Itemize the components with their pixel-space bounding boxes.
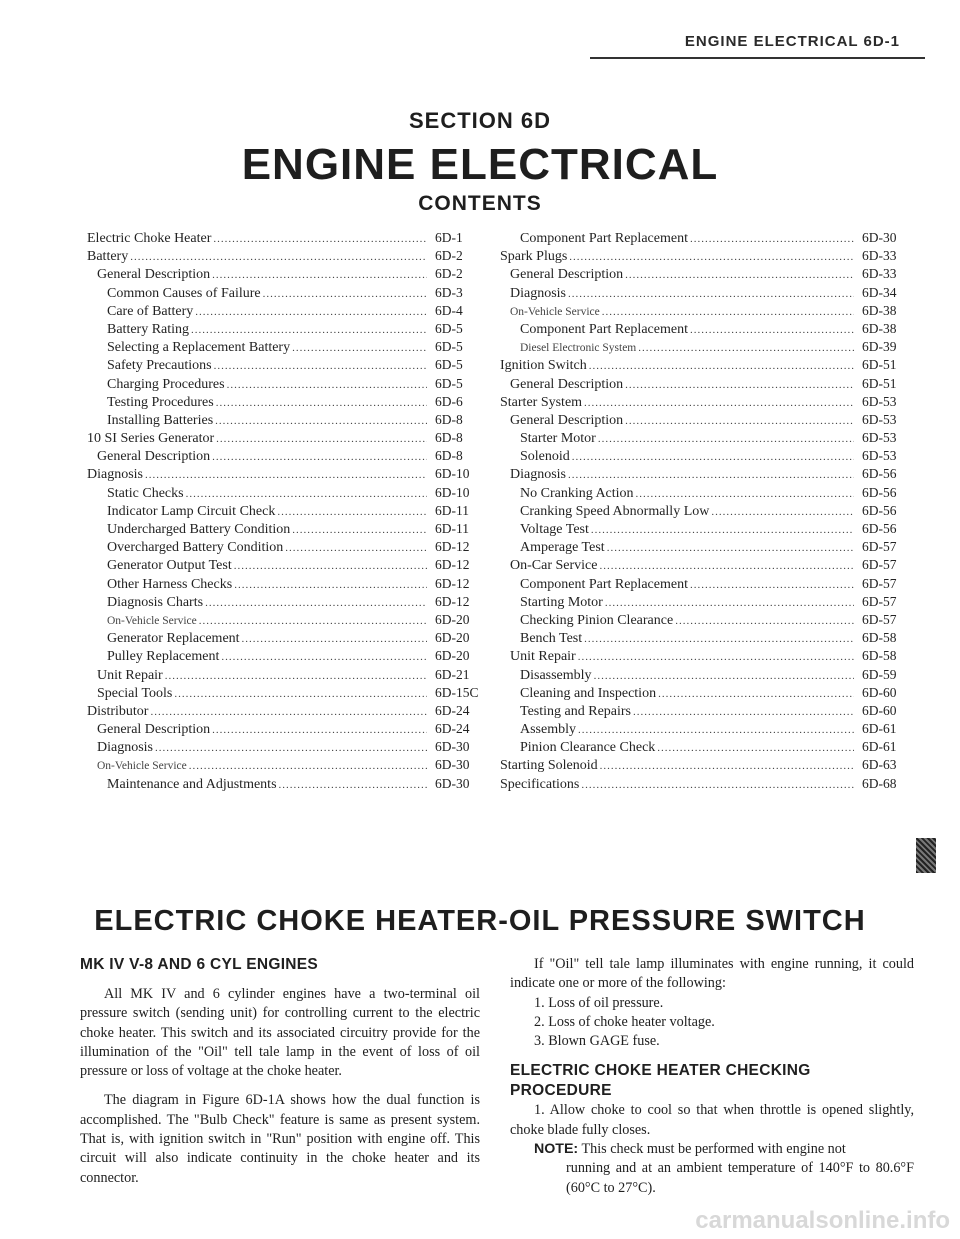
toc-entry-page: 6D-20	[435, 630, 470, 646]
toc-entry-label: Common Causes of Failure	[107, 285, 261, 301]
toc-entry	[500, 302, 914, 320]
toc-entry	[87, 575, 487, 593]
toc-entry	[500, 611, 914, 629]
toc-leader-dots	[212, 721, 427, 739]
toc-entry	[500, 484, 914, 502]
subheading-procedure: ELECTRIC CHOKE HEATER CHECKING PROCEDURE	[510, 1062, 811, 1100]
toc-leader-dots	[174, 685, 427, 703]
toc-entry	[87, 356, 487, 374]
list-item: 2. Loss of choke heater voltage.	[534, 1013, 715, 1030]
paragraph: If "Oil" tell tale lamp illuminates with engine running, it could indicate one or more of the following:	[510, 956, 914, 992]
toc-entry-label: Checking Pinion Clearance	[520, 612, 674, 628]
toc-entry	[87, 465, 487, 483]
toc-entry-page: 6D-57	[862, 557, 897, 573]
toc-leader-dots	[215, 412, 427, 430]
toc-entry-page: 6D-5	[435, 339, 463, 355]
toc-leader-dots	[625, 376, 854, 394]
toc-leader-dots	[584, 630, 854, 648]
toc-left-column	[87, 229, 487, 793]
toc-entry	[87, 756, 487, 774]
toc-leader-dots	[605, 594, 854, 612]
paragraph: All MK IV and 6 cylinder engines have a two-terminal oil pressure switch (sending unit) for controlling current to the electric choke heater. This switch and its associated circuitry provide for the illumination of the "Oil" tell tale lamp in the event of loss of oil pressure or loss of voltage at the choke heater.	[80, 986, 480, 1080]
toc-leader-dots	[602, 303, 854, 321]
toc-entry	[500, 720, 914, 738]
toc-entry-label: Selecting a Replacement Battery	[107, 340, 291, 356]
toc-entry-page: 6D-56	[862, 466, 897, 482]
procedure-step: 1. Allow choke to cool so that when throttle is opened slightly, choke blade fully closes.	[510, 1102, 914, 1138]
toc-entry-page: 6D-8	[435, 430, 463, 446]
toc-entry-page: 6D-30	[435, 775, 470, 791]
toc-entry	[500, 247, 914, 265]
toc-entry-page: 6D-56	[862, 502, 897, 518]
note-label: NOTE:	[534, 1141, 579, 1158]
toc-entry-label: Starting Motor	[520, 594, 603, 610]
toc-entry-page: 6D-61	[862, 721, 897, 737]
toc-entry-page: 6D-56	[862, 484, 897, 500]
toc-entry-label: 10 SI Series Generator	[87, 431, 215, 447]
toc-leader-dots	[186, 485, 427, 503]
toc-entry	[500, 520, 914, 538]
toc-entry-page: 6D-58	[862, 630, 897, 646]
contents-label: CONTENTS	[418, 192, 542, 215]
toc-entry-label: Overcharged Battery Condition	[107, 540, 284, 556]
toc-entry	[87, 593, 487, 611]
toc-leader-dots	[581, 776, 854, 794]
toc-entry-page: 6D-60	[862, 684, 897, 700]
note-text: This check must be performed with engine not	[581, 1141, 846, 1158]
toc-leader-dots	[130, 248, 427, 266]
toc-entry-label: Pinion Clearance Check	[520, 740, 656, 756]
toc-entry-page: 6D-57	[862, 593, 897, 609]
toc-entry-page: 6D-33	[862, 248, 897, 264]
toc-entry-label: Component Part Replacement	[520, 576, 688, 592]
toc-entry-label: Starter System	[500, 394, 583, 410]
toc-entry-label: Battery	[87, 249, 129, 265]
toc-leader-dots	[205, 594, 427, 612]
toc-leader-dots	[625, 412, 854, 430]
toc-entry-label: On-Vehicle Service	[510, 305, 600, 318]
toc-entry-label: Solenoid	[520, 449, 570, 465]
toc-entry-page: 6D-38	[862, 302, 897, 318]
toc-entry-page: 6D-68	[862, 775, 897, 791]
toc-entry-page: 6D-5	[435, 375, 463, 391]
toc-entry	[87, 484, 487, 502]
toc-entry-page: 6D-57	[862, 611, 897, 627]
toc-leader-dots	[568, 285, 854, 303]
toc-entry-label: Spark Plugs	[500, 249, 568, 265]
toc-leader-dots	[690, 576, 854, 594]
toc-entry-label: Cleaning and Inspection	[520, 685, 657, 701]
toc-entry	[87, 647, 487, 665]
toc-entry-page: 6D-2	[435, 266, 463, 282]
toc-entry-label: General Description	[97, 449, 211, 465]
toc-entry	[87, 720, 487, 738]
toc-entry-label: Testing Procedures	[107, 394, 214, 410]
toc-entry-label: Unit Repair	[510, 649, 576, 665]
toc-entry-page: 6D-12	[435, 575, 470, 591]
toc-entry	[87, 611, 487, 629]
toc-entry	[500, 338, 914, 356]
toc-leader-dots	[216, 430, 427, 448]
toc-entry-label: Care of Battery	[107, 303, 194, 319]
toc-entry-label: General Description	[510, 267, 624, 283]
toc-leader-dots	[690, 321, 854, 339]
toc-entry	[87, 320, 487, 338]
toc-entry-label: General Description	[510, 376, 624, 392]
toc-leader-dots	[569, 248, 854, 266]
toc-entry	[87, 666, 487, 684]
toc-leader-dots	[657, 739, 854, 757]
toc-entry-page: 6D-30	[435, 739, 470, 755]
toc-entry-label: Amperage Test	[520, 540, 605, 556]
toc-entry-label: Ignition Switch	[500, 358, 587, 374]
toc-entry-page: 6D-30	[862, 230, 897, 245]
toc-leader-dots	[145, 466, 427, 484]
toc-leader-dots	[189, 757, 427, 775]
toc-entry	[87, 738, 487, 756]
toc-entry-label: Special Tools	[97, 685, 173, 701]
toc-entry	[500, 647, 914, 665]
toc-entry-page: 6D-30	[435, 757, 470, 773]
toc-entry-page: 6D-12	[435, 593, 470, 609]
toc-entry-label: Diagnosis	[87, 467, 143, 483]
toc-entry-label: Cranking Speed Abnormally Low	[520, 503, 710, 519]
toc-entry	[87, 302, 487, 320]
toc-entry	[500, 447, 914, 465]
toc-entry-page: 6D-53	[862, 448, 897, 464]
toc-entry-label: General Description	[97, 722, 211, 738]
toc-leader-dots	[227, 376, 427, 394]
toc-entry	[87, 247, 487, 265]
toc-entry	[87, 265, 487, 283]
toc-leader-dots	[195, 303, 427, 321]
toc-entry	[87, 338, 487, 356]
toc-entry-label: Assembly	[520, 722, 576, 738]
toc-leader-dots	[277, 503, 427, 521]
toc-entry	[87, 629, 487, 647]
toc-leader-dots	[191, 321, 427, 339]
toc-entry-page: 6D-56	[862, 521, 897, 536]
toc-entry-page: 6D-11	[435, 502, 469, 518]
toc-entry	[500, 356, 914, 374]
toc-entry	[87, 284, 487, 302]
toc-entry	[87, 702, 487, 720]
toc-entry-page: 6D-8	[435, 411, 463, 427]
toc-leader-dots	[690, 230, 854, 248]
toc-leader-dots	[578, 648, 854, 666]
toc-entry	[500, 465, 914, 483]
toc-entry-page: 6D-12	[435, 539, 470, 555]
toc-leader-dots	[568, 466, 854, 484]
toc-entry-page: 6D-5	[435, 320, 463, 336]
toc-entry-label: Bench Test	[520, 631, 583, 647]
toc-leader-dots	[279, 776, 427, 794]
toc-leader-dots	[598, 430, 854, 448]
toc-entry-page: 6D-39	[862, 339, 897, 355]
toc-entry-page: 6D-60	[862, 702, 897, 718]
toc-leader-dots	[292, 339, 427, 357]
toc-entry-page: 6D-15C	[435, 684, 479, 700]
toc-entry	[500, 702, 914, 720]
watermark: carmanualsonline.info	[695, 1207, 950, 1234]
toc-entry-label: Component Part Replacement	[520, 231, 688, 246]
toc-entry-label: Installing Batteries	[107, 412, 214, 428]
toc-entry-label: Disassembly	[520, 667, 592, 683]
list-item: 3. Blown GAGE fuse.	[534, 1033, 660, 1050]
toc-entry-page: 6D-6	[435, 393, 463, 409]
toc-entry	[500, 738, 914, 756]
toc-entry-page: 6D-38	[862, 320, 897, 336]
toc-entry-label: Voltage Test	[520, 522, 589, 537]
toc-entry-page: 6D-12	[435, 557, 470, 573]
toc-entry-page: 6D-20	[435, 611, 470, 627]
note	[510, 1140, 914, 1159]
toc-entry-page: 6D-24	[435, 721, 470, 737]
toc-leader-dots	[594, 667, 854, 685]
toc-entry	[500, 429, 914, 447]
toc-entry-page: 6D-10	[435, 466, 470, 482]
subheading-engines: MK IV V-8 AND 6 CYL ENGINES	[80, 956, 319, 973]
toc-entry-label: On-Car Service	[510, 558, 598, 574]
toc-entry-label: Starting Solenoid	[500, 758, 598, 774]
toc-entry	[500, 629, 914, 647]
toc-entry	[87, 684, 487, 702]
toc-entry-label: Unit Repair	[97, 667, 163, 683]
toc-entry-page: 6D-58	[862, 648, 897, 664]
toc-entry	[87, 375, 487, 393]
toc-entry	[500, 229, 914, 247]
toc-entry-page: 6D-4	[435, 302, 463, 318]
toc-entry-label: Generator Replacement	[107, 631, 240, 647]
toc-leader-dots	[242, 630, 427, 648]
header-rule	[590, 57, 925, 59]
toc-entry-page: 6D-57	[862, 539, 897, 555]
toc-leader-dots	[578, 721, 854, 739]
toc-entry	[500, 775, 914, 793]
toc-leader-dots	[591, 521, 854, 539]
toc-leader-dots	[589, 357, 854, 375]
toc-entry	[500, 502, 914, 520]
toc-entry	[500, 284, 914, 302]
toc-entry-label: Static Checks	[107, 485, 184, 501]
toc-leader-dots	[675, 612, 854, 630]
toc-entry-label: Testing and Repairs	[520, 703, 631, 719]
toc-entry-page: 6D-63	[862, 757, 897, 773]
toc-leader-dots	[155, 739, 427, 757]
toc-leader-dots	[633, 703, 854, 721]
toc-entry	[87, 538, 487, 556]
toc-entry-label: Diagnosis Charts	[107, 594, 204, 610]
toc-entry	[87, 429, 487, 447]
toc-entry	[500, 575, 914, 593]
toc-entry	[500, 556, 914, 574]
toc-entry-label: Electric Choke Heater	[87, 231, 212, 246]
toc-leader-dots	[199, 612, 427, 630]
toc-entry-label: General Description	[510, 412, 624, 428]
toc-entry-label: Other Harness Checks	[107, 576, 233, 592]
toc-leader-dots	[711, 503, 854, 521]
toc-entry-page: 6D-53	[862, 430, 897, 446]
toc-entry	[500, 375, 914, 393]
toc-entry	[500, 684, 914, 702]
toc-entry	[87, 502, 487, 520]
toc-entry-page: 6D-24	[435, 702, 470, 718]
toc-entry-label: On-Vehicle Service	[97, 760, 187, 773]
toc-entry-page: 6D-51	[862, 357, 897, 373]
section-edge-tab	[916, 838, 936, 873]
toc-entry-label: Generator Output Test	[107, 558, 232, 574]
toc-entry-label: Specifications	[500, 776, 580, 792]
toc-leader-dots	[214, 357, 427, 375]
toc-entry-page: 6D-53	[862, 393, 897, 409]
toc-entry-label: Battery Rating	[107, 321, 190, 337]
toc-leader-dots	[625, 266, 854, 284]
toc-entry	[87, 447, 487, 465]
toc-entry-page: 6D-3	[435, 284, 463, 300]
toc-entry-page: 6D-21	[435, 666, 470, 682]
body-left-column	[80, 955, 480, 1188]
toc-leader-dots	[636, 485, 854, 503]
toc-entry	[500, 593, 914, 611]
toc-leader-dots	[216, 394, 427, 412]
toc-entry-label: Diagnosis	[510, 285, 566, 301]
toc-entry	[87, 556, 487, 574]
section-title: ENGINE ELECTRICAL	[241, 140, 719, 189]
toc-entry	[500, 538, 914, 556]
toc-leader-dots	[584, 394, 854, 412]
toc-leader-dots	[599, 557, 854, 575]
toc-entry-label: Diagnosis	[510, 467, 566, 483]
toc-entry	[500, 393, 914, 411]
toc-leader-dots	[213, 230, 427, 248]
toc-entry	[500, 756, 914, 774]
toc-entry-page: 6D-59	[862, 666, 897, 682]
toc-leader-dots	[212, 448, 427, 466]
toc-leader-dots	[292, 521, 427, 539]
toc-entry-page: 6D-11	[435, 521, 469, 536]
toc-entry-page: 6D-57	[862, 575, 897, 591]
toc-right-column	[500, 229, 914, 793]
toc-entry-label: No Cranking Action	[520, 485, 634, 501]
toc-leader-dots	[165, 667, 427, 685]
toc-entry-page: 6D-51	[862, 375, 897, 391]
toc-entry-page: 6D-2	[435, 248, 463, 264]
toc-entry-label: Diesel Electronic System	[520, 342, 637, 355]
list-item: 1. Loss of oil pressure.	[534, 994, 664, 1011]
toc-entry	[500, 666, 914, 684]
toc-entry	[87, 520, 487, 538]
toc-leader-dots	[221, 648, 427, 666]
toc-leader-dots	[212, 266, 427, 284]
toc-entry-page: 6D-10	[435, 484, 470, 500]
body-right-column	[510, 955, 914, 1198]
toc-entry-label: Pulley Replacement	[107, 649, 220, 665]
toc-entry	[87, 393, 487, 411]
toc-leader-dots	[572, 448, 854, 466]
toc-entry	[500, 411, 914, 429]
toc-entry-label: On-Vehicle Service	[107, 614, 197, 627]
toc-leader-dots	[285, 539, 427, 557]
main-heading: ELECTRIC CHOKE HEATER-OIL PRESSURE SWITCH	[94, 905, 866, 937]
toc-entry-page: 6D-34	[862, 284, 897, 300]
toc-leader-dots	[638, 339, 854, 357]
running-header: ENGINE ELECTRICAL 6D-1	[684, 33, 900, 50]
toc-entry-label: Charging Procedures	[107, 376, 225, 392]
toc-leader-dots	[234, 557, 427, 575]
toc-entry	[87, 775, 487, 793]
toc-leader-dots	[234, 576, 427, 594]
toc-entry-page: 6D-33	[862, 266, 897, 282]
toc-entry	[500, 320, 914, 338]
toc-entry	[500, 265, 914, 283]
toc-entry-label: Safety Precautions	[107, 358, 212, 374]
note-continued: running and at an ambient temperature of 140°F to 80.6°F (60°C to 27°C).	[566, 1160, 914, 1196]
toc-entry-page: 6D-61	[862, 739, 897, 755]
toc-entry	[87, 411, 487, 429]
toc-leader-dots	[263, 285, 427, 303]
toc-entry-page: 6D-8	[435, 448, 463, 464]
paragraph: The diagram in Figure 6D-1A shows how the dual function is accomplished. The "Bulb Check" feature is same as present system. That is, with ignition switch in "Run" position with engine off. This circuit will also indicate continuity in the choke heater and its connector.	[80, 1092, 480, 1186]
toc-leader-dots	[658, 685, 854, 703]
toc-entry-label: Component Part Replacement	[520, 321, 688, 337]
toc-leader-dots	[150, 703, 427, 721]
toc-leader-dots	[607, 539, 854, 557]
toc-entry-label: Indicator Lamp Circuit Check	[107, 503, 276, 519]
toc-entry-label: Diagnosis	[97, 740, 153, 756]
toc-entry-page: 6D-20	[435, 648, 470, 664]
toc-entry	[87, 229, 487, 247]
toc-entry-label: Starter Motor	[520, 431, 596, 447]
toc-entry-page: 6D-5	[435, 357, 463, 373]
toc-entry-label: Undercharged Battery Condition	[107, 522, 291, 537]
section-label: SECTION 6D	[408, 108, 552, 133]
toc-entry-page: 6D-1	[435, 230, 463, 245]
toc-entry-label: Distributor	[87, 703, 149, 719]
toc-entry-label: Maintenance and Adjustments	[107, 776, 277, 792]
toc-leader-dots	[600, 757, 854, 775]
toc-entry-label: General Description	[97, 267, 211, 283]
toc-entry-page: 6D-53	[862, 411, 897, 427]
